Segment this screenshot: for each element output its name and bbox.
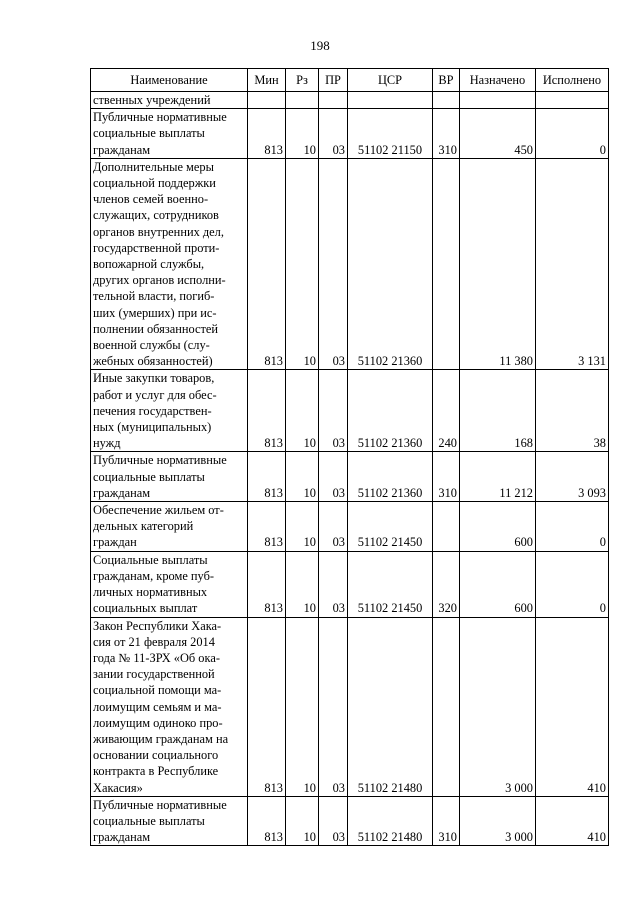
- row-csr: [348, 92, 433, 109]
- header-csr: ЦСР: [348, 69, 433, 92]
- row-min: 813: [248, 370, 286, 452]
- row-pr: 03: [319, 502, 348, 552]
- row-pr: 03: [319, 796, 348, 846]
- row-executed: 0: [536, 502, 609, 552]
- row-vr: [433, 502, 460, 552]
- row-rz: 10: [286, 617, 319, 796]
- row-min: 813: [248, 551, 286, 617]
- row-rz: 10: [286, 109, 319, 159]
- page-number: 198: [310, 38, 330, 53]
- row-csr: 51102 21450: [348, 502, 433, 552]
- row-rz: 10: [286, 452, 319, 502]
- row-name: Публичные нормативные социальные выплаты гражданам: [91, 452, 248, 502]
- header-rz: Рз: [286, 69, 319, 92]
- row-vr: 240: [433, 370, 460, 452]
- row-executed: 0: [536, 551, 609, 617]
- table-row: [91, 452, 609, 502]
- header-pr: ПР: [319, 69, 348, 92]
- row-vr: 310: [433, 109, 460, 159]
- header-executed: Исполнено: [536, 69, 609, 92]
- row-min: 813: [248, 796, 286, 846]
- row-rz: 10: [286, 796, 319, 846]
- row-name: Обеспечение жильем от- дельных категорий граждан: [91, 502, 248, 552]
- row-min: 813: [248, 158, 286, 370]
- row-assigned: [460, 92, 536, 109]
- row-name: Публичные нормативные социальные выплаты гражданам: [91, 109, 248, 159]
- row-min: 813: [248, 109, 286, 159]
- row-rz: 10: [286, 551, 319, 617]
- row-vr: [433, 92, 460, 109]
- header-min: Мин: [248, 69, 286, 92]
- row-pr: 03: [319, 370, 348, 452]
- row-assigned: 3 000: [460, 796, 536, 846]
- table-row: [91, 502, 609, 552]
- row-rz: 10: [286, 502, 319, 552]
- row-csr: 51102 21360: [348, 452, 433, 502]
- row-vr: [433, 158, 460, 370]
- row-csr: 51102 21150: [348, 109, 433, 159]
- row-assigned: 600: [460, 502, 536, 552]
- row-executed: 0: [536, 109, 609, 159]
- row-assigned: 3 000: [460, 617, 536, 796]
- budget-table: [90, 68, 609, 846]
- header-assigned: Назначено: [460, 69, 536, 92]
- row-min: 813: [248, 617, 286, 796]
- row-assigned: 11 212: [460, 452, 536, 502]
- row-csr: 51102 21360: [348, 158, 433, 370]
- row-csr: 51102 21480: [348, 796, 433, 846]
- row-pr: 03: [319, 109, 348, 159]
- row-pr: 03: [319, 551, 348, 617]
- header-row: [91, 69, 609, 92]
- table-row: [91, 92, 609, 109]
- row-name: Публичные нормативные социальные выплаты гражданам: [91, 796, 248, 846]
- row-assigned: 168: [460, 370, 536, 452]
- table-row: [91, 109, 609, 159]
- row-min: [248, 92, 286, 109]
- row-csr: 51102 21450: [348, 551, 433, 617]
- row-name: Социальные выплаты гражданам, кроме пуб- личных нормативных социальных выплат: [91, 551, 248, 617]
- row-assigned: 600: [460, 551, 536, 617]
- row-csr: 51102 21360: [348, 370, 433, 452]
- table-row: [91, 796, 609, 846]
- row-rz: 10: [286, 158, 319, 370]
- row-rz: [286, 92, 319, 109]
- row-executed: 3 131: [536, 158, 609, 370]
- row-vr: [433, 617, 460, 796]
- row-executed: 410: [536, 796, 609, 846]
- row-pr: 03: [319, 452, 348, 502]
- row-assigned: 450: [460, 109, 536, 159]
- table-row: [91, 551, 609, 617]
- row-executed: 3 093: [536, 452, 609, 502]
- row-name: ственных учреждений: [91, 92, 248, 109]
- row-name: Закон Республики Хака- сия от 21 февраля 2014 года № 11-ЗРХ «Об ока- зании государственной социальной помощи ма- лоимущим семьям и ма- лоимущим одиноко про- живающим гражданам на основании социального контракта в Республике Хакасия»: [91, 617, 248, 796]
- row-min: 813: [248, 452, 286, 502]
- row-assigned: 11 380: [460, 158, 536, 370]
- header-vr: ВР: [433, 69, 460, 92]
- row-vr: 320: [433, 551, 460, 617]
- row-min: 813: [248, 502, 286, 552]
- row-name: Дополнительные меры социальной поддержки членов семей военно- служащих, сотрудников органов внутренних дел, государственной проти- вопожарной службы, других органов исполни- тельной власти, погиб- ших (умерших) при ис- полнении обязанностей военной службы (слу- жебных обязанностей): [91, 158, 248, 370]
- row-name: Иные закупки товаров, работ и услуг для обес- печения государствен- ных (муниципальных) нужд: [91, 370, 248, 452]
- row-executed: 38: [536, 370, 609, 452]
- row-pr: 03: [319, 158, 348, 370]
- row-pr: 03: [319, 617, 348, 796]
- row-vr: 310: [433, 452, 460, 502]
- table-row: [91, 617, 609, 796]
- row-rz: 10: [286, 370, 319, 452]
- row-pr: [319, 92, 348, 109]
- table-row: [91, 370, 609, 452]
- header-name: Наименование: [91, 69, 248, 92]
- row-csr: 51102 21480: [348, 617, 433, 796]
- table-row: [91, 158, 609, 370]
- row-vr: 310: [433, 796, 460, 846]
- row-executed: 410: [536, 617, 609, 796]
- row-executed: [536, 92, 609, 109]
